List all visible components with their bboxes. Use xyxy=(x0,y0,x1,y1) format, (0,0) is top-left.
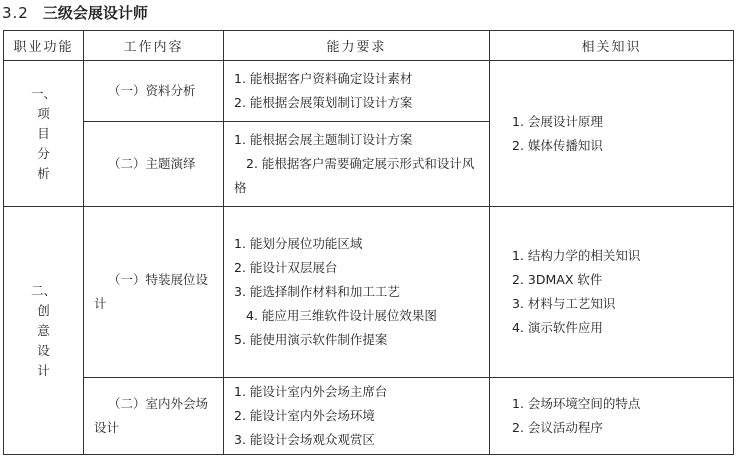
table-row xyxy=(4,207,734,378)
ability-item: 2. 能设计室内外会场环境 xyxy=(234,408,375,423)
work-content-text: （二）主题演绎 xyxy=(108,156,196,171)
function-cell-1 xyxy=(4,61,84,207)
header-ability: 能力要求 xyxy=(224,31,490,61)
table-row xyxy=(4,378,734,455)
work-content-cell xyxy=(84,122,224,207)
function-char: 创 xyxy=(37,302,50,318)
function-number: 二、 xyxy=(30,282,56,298)
section-heading xyxy=(2,2,148,24)
knowledge-cell xyxy=(490,378,734,455)
work-content-text: （二）室内外会场设计 xyxy=(94,396,209,435)
work-content-text: （一）特装展位设计 xyxy=(94,272,209,311)
function-char: 析 xyxy=(37,165,50,181)
knowledge-item: 2. 会议活动程序 xyxy=(512,420,603,435)
ability-cell xyxy=(224,61,490,122)
ability-item: 1. 能根据客户资料确定设计素材 xyxy=(234,71,413,86)
function-cell-2 xyxy=(4,207,84,455)
knowledge-item: 1. 会展设计原理 xyxy=(512,113,603,129)
header-function: 职业功能 xyxy=(4,31,84,61)
function-char: 项 xyxy=(37,105,50,121)
function-char: 计 xyxy=(37,362,50,378)
ability-cell xyxy=(224,122,490,207)
ability-item: 4. 能应用三维软件设计展位效果图 xyxy=(246,308,437,323)
knowledge-item: 1. 结构力学的相关知识 xyxy=(512,248,641,263)
ability-item: 1. 能根据会展主题制订设计方案 xyxy=(234,132,413,147)
ability-cell xyxy=(224,207,490,378)
ability-item: 5. 能使用演示软件制作提案 xyxy=(234,332,388,347)
function-char: 设 xyxy=(37,342,50,358)
ability-item: 2. 能设计双层展台 xyxy=(234,260,338,275)
knowledge-item: 3. 材料与工艺知识 xyxy=(512,296,616,311)
table-header-row xyxy=(4,31,734,61)
header-work-content: 工作内容 xyxy=(84,31,224,61)
knowledge-item: 4. 演示软件应用 xyxy=(512,320,603,335)
knowledge-item: 2. 媒体传播知识 xyxy=(512,137,603,153)
knowledge-cell xyxy=(490,61,734,207)
work-content-cell xyxy=(84,61,224,122)
table-row xyxy=(4,61,734,122)
ability-item: 2. 能根据客户需要确定展示形式和设计风格 xyxy=(234,156,475,195)
knowledge-cell xyxy=(490,207,734,378)
function-char: 分 xyxy=(37,145,50,161)
work-content-cell xyxy=(84,378,224,455)
function-number: 一、 xyxy=(30,85,56,101)
header-knowledge: 相关知识 xyxy=(490,31,734,61)
ability-item: 2. 能根据会展策划制订设计方案 xyxy=(234,95,413,110)
section-number: 3.2 xyxy=(2,4,29,22)
function-char: 意 xyxy=(37,322,50,338)
work-content-cell xyxy=(84,207,224,378)
ability-item: 1. 能划分展位功能区域 xyxy=(234,236,363,251)
work-content-text: （一）资料分析 xyxy=(108,83,196,98)
ability-cell xyxy=(224,378,490,455)
knowledge-item: 1. 会场环境空间的特点 xyxy=(512,396,641,411)
section-title: 三级会展设计师 xyxy=(42,4,148,22)
ability-item: 3. 能设计会场观众观赏区 xyxy=(234,432,375,447)
skills-table xyxy=(3,30,734,455)
ability-item: 1. 能设计室内外会场主席台 xyxy=(234,384,388,399)
ability-item: 3. 能选择制作材料和加工工艺 xyxy=(234,284,400,299)
function-char: 目 xyxy=(37,125,50,141)
knowledge-item: 2. 3DMAX 软件 xyxy=(512,272,603,287)
